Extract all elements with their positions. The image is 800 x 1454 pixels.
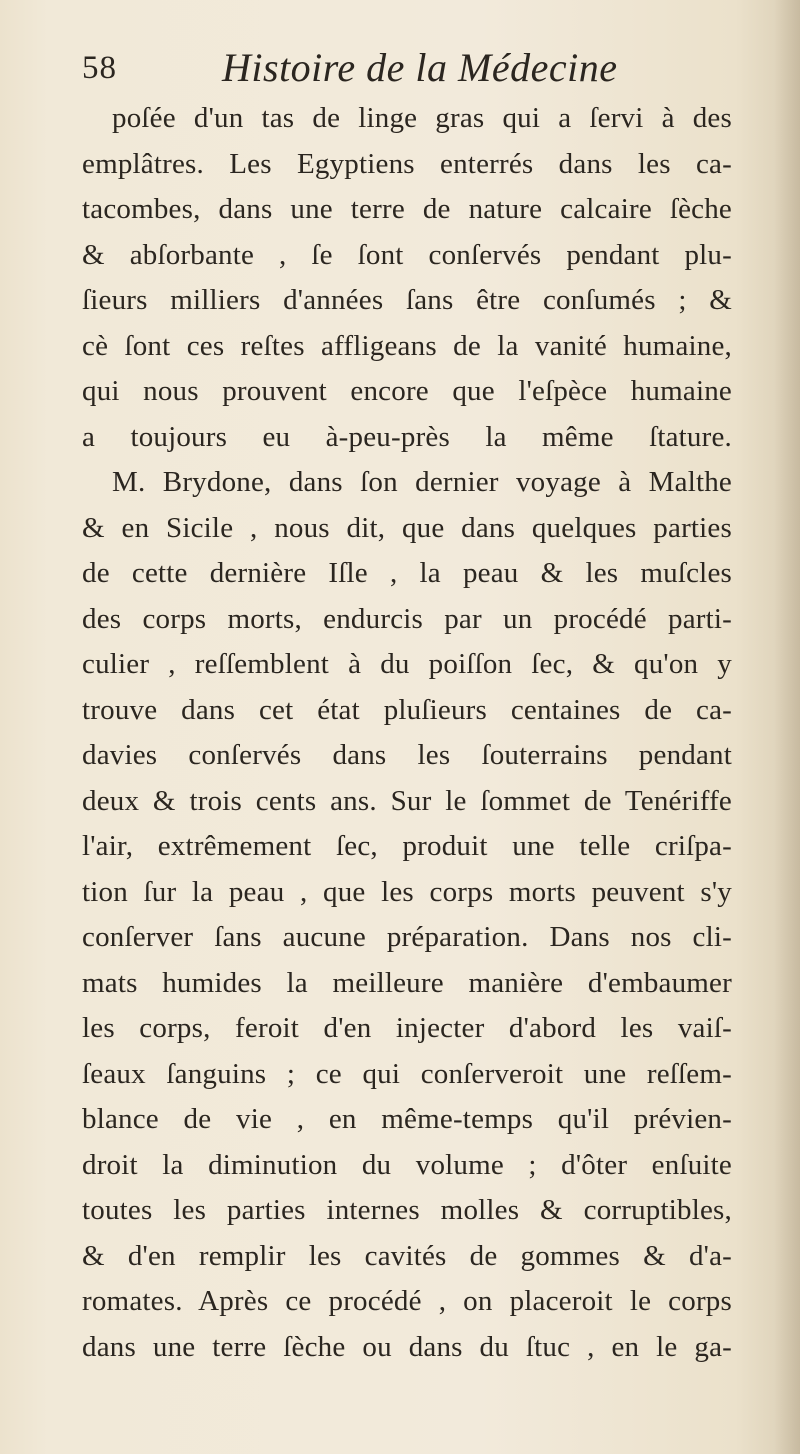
text-line: qui nous prouvent encore que l'eſpèce humaine [82,375,732,407]
text-line: ſeaux ſanguins ; ce qui conſerveroit une reſſem- [82,1057,732,1090]
text-line: & en Sicile , nous dit, que dans quelques parties [82,511,732,544]
text-line: trouve dans cet état pluſieurs centaines de ca- [82,693,732,726]
text-line: M. Brydone, dans ſon dernier voyage à Malthe [112,466,732,498]
text-line: & abſorbante , ſe ſont conſervés pendant plu- [82,238,732,271]
text-line: ſieurs milliers d'années ſans être conſumés ; & [82,284,732,316]
text-line: deux & trois cents ans. Sur le ſommet de Tenériffe [82,784,732,817]
text-line: emplâtres. Les Egyptiens enterrés dans les ca- [82,147,732,180]
text-line: dans une terre ſèche ou dans du ſtuc , en le ga- [82,1330,732,1363]
body-text [82,96,732,1370]
text-line: poſée d'un tas de linge gras qui a ſervi à des [112,102,732,134]
text-line: blance de vie , en même-temps qu'il prévien- [82,1103,732,1135]
page-header [82,40,722,100]
text-line: tacombes, dans une terre de nature calcaire ſèche [82,193,732,225]
text-line: culier , reſſemblent à du poiſſon ſec, & qu'on y [82,648,732,680]
text-line: tion ſur la peau , que les corps morts peuvent s'y [82,875,732,908]
text-line: mats humides la meilleure manière d'embaumer [82,966,732,999]
text-line: a toujours eu à-peu-près la même ſtature. [82,420,732,453]
text-line: des corps morts, endurcis par un procédé parti- [82,602,732,635]
page-number: 58 [82,50,117,86]
text-line: & d'en remplir les cavités de gommes & d'a- [82,1239,732,1272]
text-line: cè ſont ces reſtes affligeans de la vanité humaine, [82,329,732,362]
text-line: conſerver ſans aucune préparation. Dans nos cli- [82,921,732,953]
running-title: Histoire de la Médecine [222,45,618,90]
text-line: l'air, extrêmement ſec, produit une telle criſpa- [82,830,732,862]
text-line: toutes les parties internes molles & corruptibles, [82,1194,732,1226]
text-line: de cette dernière Iſle , la peau & les muſcles [82,557,732,589]
text-line: romates. Après ce procédé , on placeroit le corps [82,1285,732,1317]
text-line: davies conſervés dans les ſouterrains pendant [82,739,732,771]
page-edge-shadow [774,0,800,1454]
text-line: droit la diminution du volume ; d'ôter enſuite [82,1148,732,1181]
text-line: les corps, feroit d'en injecter d'abord les vaiſ- [82,1012,732,1044]
